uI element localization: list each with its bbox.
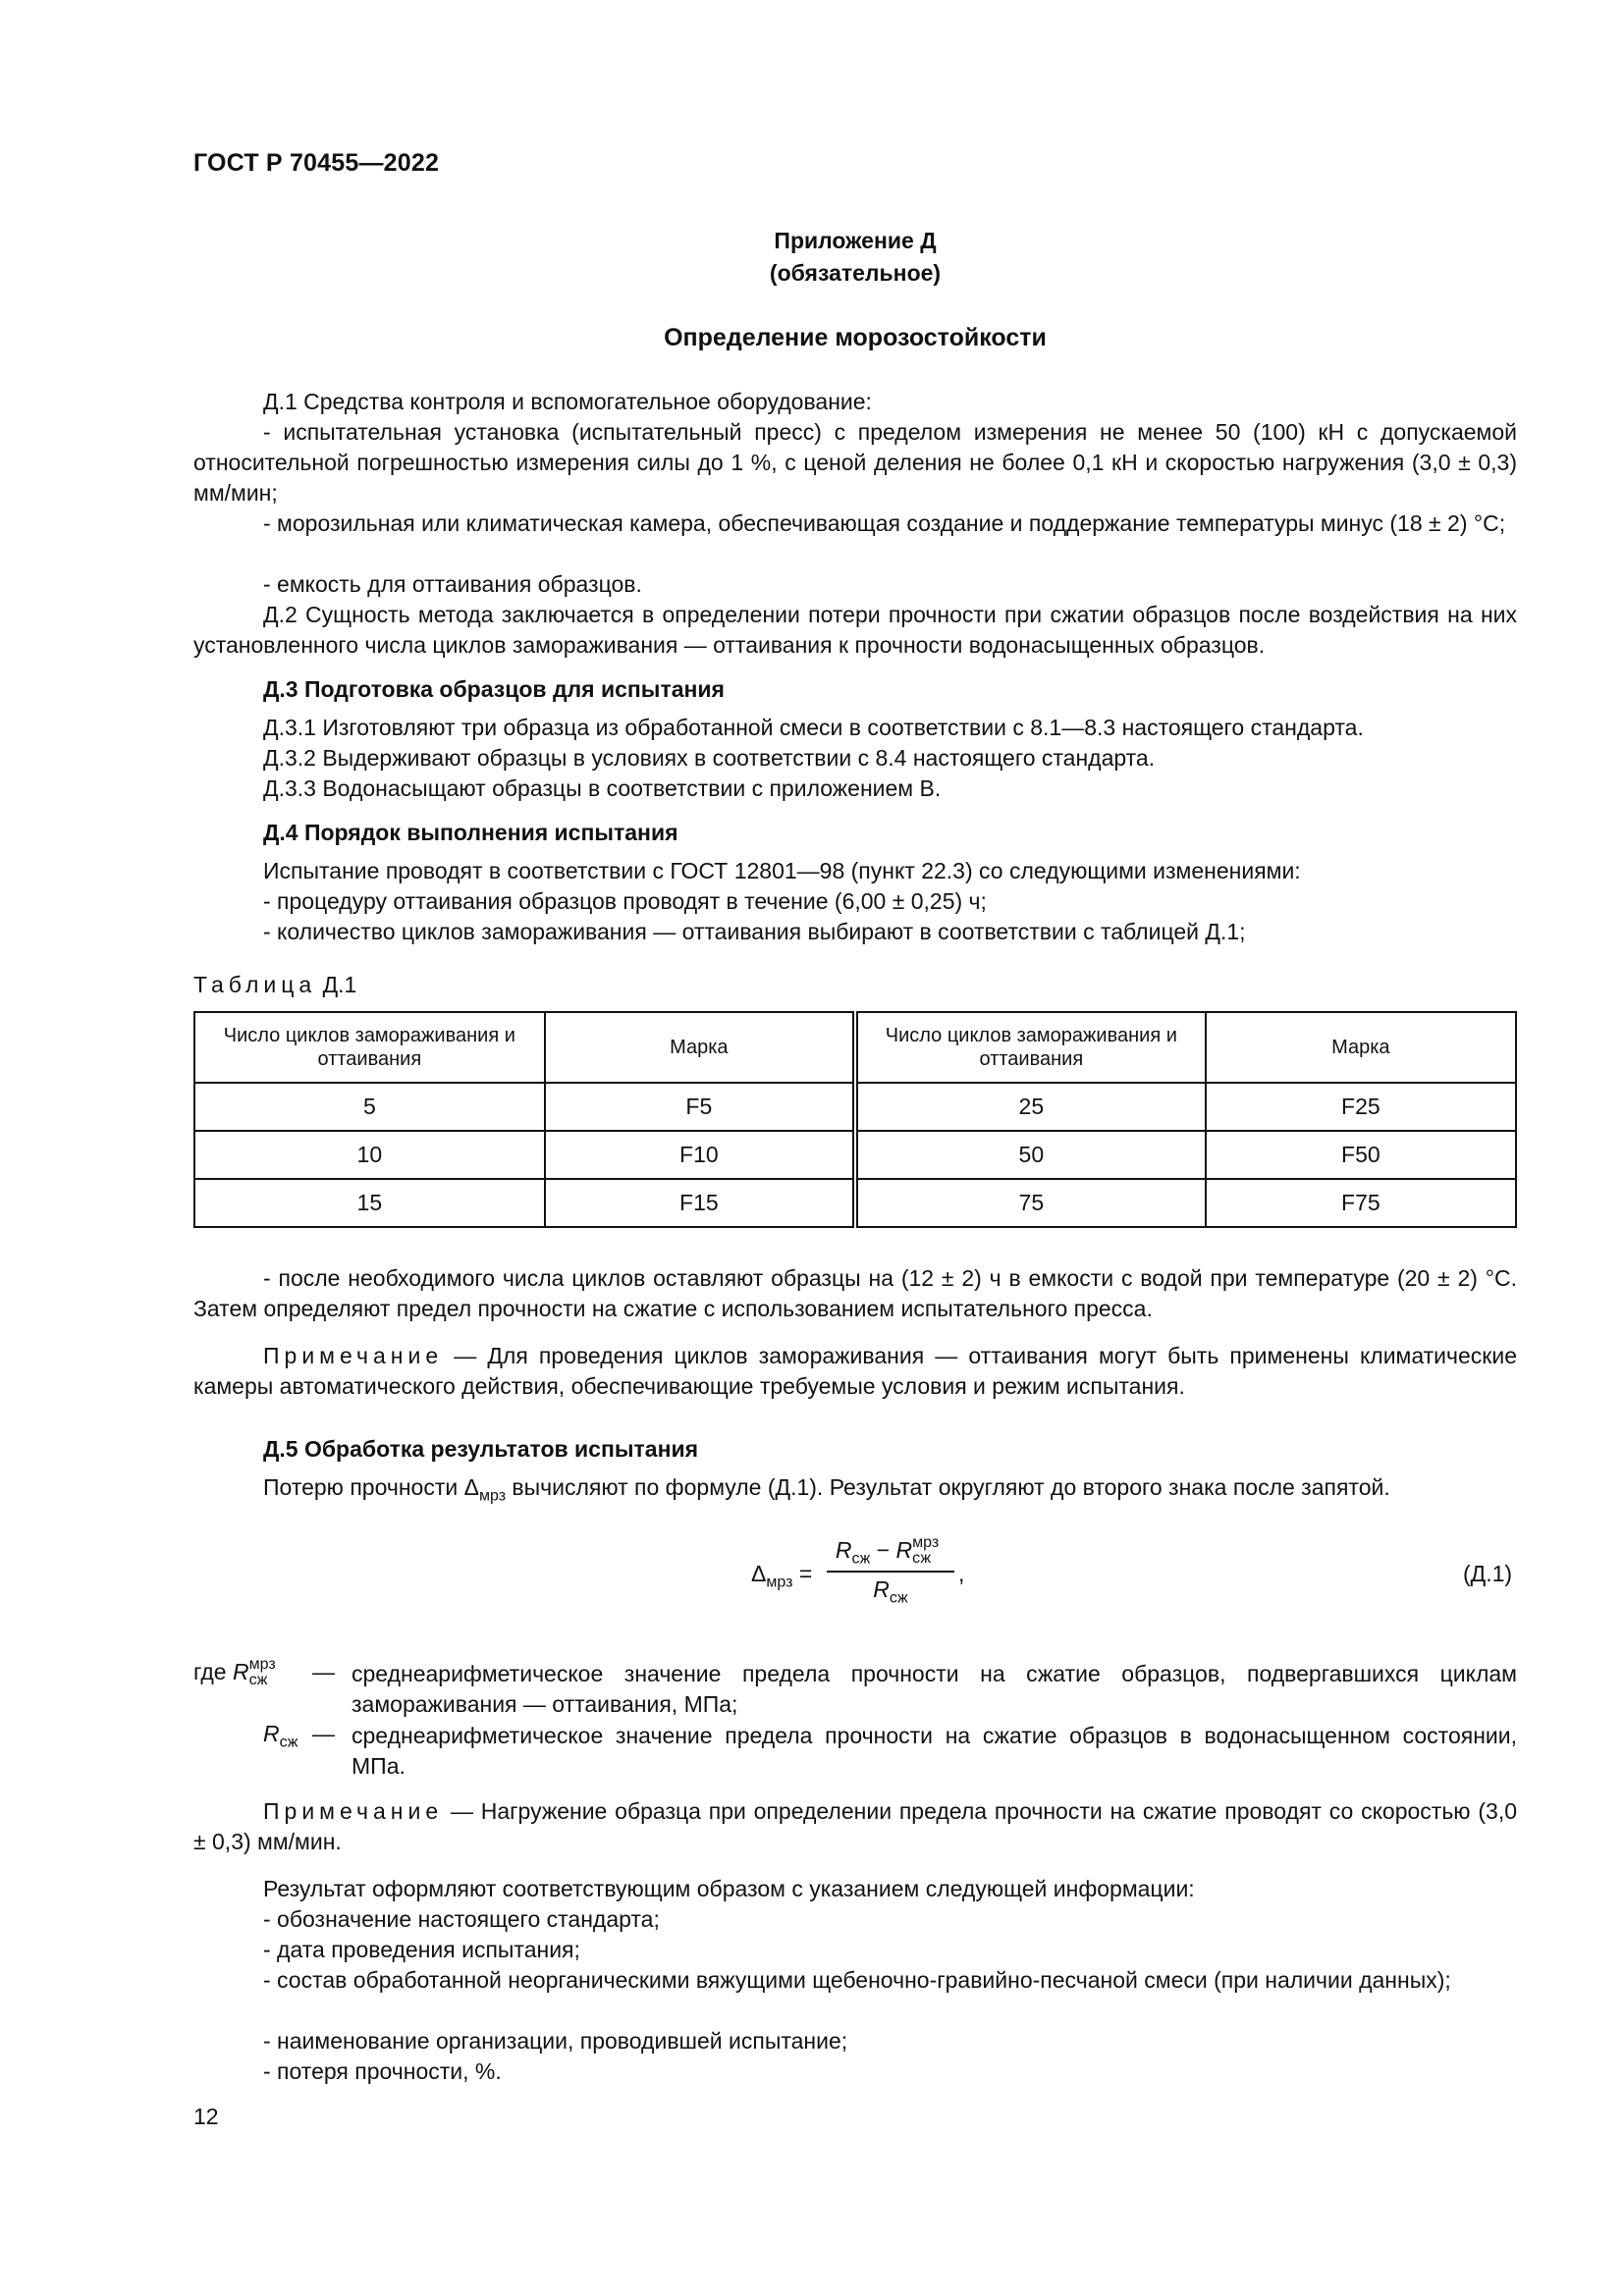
where-term-1 [193, 1656, 283, 1688]
d5-title: Д.5 Обработка результатов испытания [263, 1436, 699, 1462]
formula-r-subscript: сж [889, 1589, 908, 1607]
formula-r: R [263, 1721, 280, 1746]
table-header-cell: Марка [1206, 1012, 1516, 1083]
where-dash: — [312, 1659, 335, 1684]
d1-item2: - морозильная или климатическая камера, обеспечивающая создание и поддержание температуры минус (18 ± 2) °С; [263, 510, 1506, 536]
table-cell: 5 [194, 1083, 545, 1131]
formula-r: R [835, 1537, 852, 1563]
note-1 [193, 1341, 1517, 1402]
where-definition-2: среднеарифметическое значение предела прочности на сжатие образцов в водонасыщенном состоянии, МПа. [352, 1723, 1517, 1779]
table-caption-word: Таблица [193, 972, 317, 997]
table-cell: F15 [545, 1179, 855, 1227]
formula-minus: − [876, 1537, 891, 1563]
formula-r-subscript: сж [248, 1672, 268, 1688]
table-header-cell: Марка [545, 1012, 855, 1083]
where-word: где [193, 1659, 227, 1684]
where-term-2 [263, 1721, 298, 1752]
table-caption [193, 972, 356, 998]
table-row [194, 1179, 1516, 1227]
formula-r-subscript: сж [912, 1550, 932, 1567]
formula-lhs [751, 1561, 812, 1592]
d5-p1-start: Потерю прочности Δ [263, 1474, 479, 1500]
where-definition-1: среднеарифметическое значение предела прочности на сжатие образцов, подвергавшихся циклам замораживания — оттаивания, МПа; [352, 1661, 1517, 1717]
result-intro: Результат оформляют соответствующим образом с указанием следующей информации: [263, 1876, 1195, 1901]
formula-numerator [827, 1534, 954, 1569]
freeze-cycles-table [193, 1011, 1517, 1228]
formula-r-superscript: мрз [248, 1656, 276, 1673]
d1-title: Д.1 Средства контроля и вспомогательное оборудование: [263, 389, 872, 414]
table-cell: F50 [1206, 1131, 1516, 1179]
after-table-paragraph: - после необходимого числа циклов оставляют образцы на (12 ± 2) ч в емкости с водой при температуре (20 ± 2) °С. Затем определяют предел прочности на сжатие с использованием испытательного пресса. [193, 1265, 1517, 1321]
formula-r-superscript: мрз [912, 1534, 940, 1551]
table-cell: 10 [194, 1131, 545, 1179]
document-header: ГОСТ Р 70455—2022 [193, 149, 440, 177]
appendix-status: (обязательное) [769, 260, 942, 286]
result-item: - обозначение настоящего стандарта; [263, 1906, 660, 1932]
result-item: - дата проведения испытания; [263, 1937, 580, 1962]
appendix-title: Приложение Д [774, 228, 937, 253]
note-text: — Для проведения циклов замораживания — оттаивания могут быть применены климатические камеры автоматического действия, обеспечивающие требуемые условия и режим испытания. [193, 1343, 1517, 1399]
table-header-cell: Число циклов замораживания и оттаивания [194, 1012, 545, 1083]
page-number: 12 [193, 2104, 219, 2129]
formula-r: R [232, 1659, 249, 1684]
table-caption-number: Д.1 [322, 972, 357, 997]
d5-p1 [263, 1472, 1390, 1512]
formula-r-subscript: сж [279, 1734, 298, 1751]
formula-delta-subscript: мрз [766, 1574, 793, 1591]
formula-r-subscript: сж [851, 1550, 871, 1568]
table-row [194, 1131, 1516, 1179]
d5-p1-end: вычисляют по формуле (Д.1). Результат округляют до второго знака после запятой. [506, 1474, 1390, 1500]
formula-fraction-bar [827, 1571, 954, 1573]
note-label: Примечание [263, 1343, 444, 1368]
d3-3: Д.3.3 Водонасыщают образцы в соответствии с приложением В. [263, 775, 942, 801]
note-2 [193, 1796, 1517, 1857]
formula-comma: , [958, 1561, 965, 1586]
table-cell: 25 [855, 1083, 1206, 1131]
table-cell: F25 [1206, 1083, 1516, 1131]
formula-number: (Д.1) [1463, 1561, 1513, 1586]
table-cell: F75 [1206, 1179, 1516, 1227]
d4-p2: - процедуру оттаивания образцов проводят в течение (6,00 ± 0,25) ч; [263, 888, 987, 914]
formula-equals: = [798, 1561, 813, 1586]
formula-r: R [873, 1576, 890, 1602]
result-item: - состав обработанной неорганическими вяжущими щебеночно-гравийно-песчаной смеси (при наличии данных); [263, 1967, 1451, 1993]
table-row [194, 1083, 1516, 1131]
note-label: Примечание [263, 1798, 444, 1824]
formula-r: R [895, 1537, 913, 1563]
d5-p1-subscript: мрз [478, 1487, 507, 1505]
formula-delta: Δ [751, 1561, 767, 1586]
d1-item1: - испытательная установка (испытательный пресс) с пределом измерения не менее 50 (100) кН с допускаемой относительной погрешностью измерения силы до 1 %, с ценой деления не более 0,1 кН и скоростью нагружения (3,0 ± 0,3) мм/мин; [193, 419, 1517, 506]
table-cell: F5 [545, 1083, 855, 1131]
d2-paragraph: Д.2 Сущность метода заключается в определении потери прочности при сжатии образцов после воздействия на них установленного числа циклов замораживания — оттаивания к прочности водонасыщенных образцов. [193, 602, 1517, 658]
d4-p1: Испытание проводят в соответствии с ГОСТ 12801—98 (пункт 22.3) со следующими изменениями: [263, 858, 1301, 883]
d3-2: Д.3.2 Выдерживают образцы в условиях в соответствии с 8.4 настоящего стандарта. [263, 745, 1156, 771]
d4-title: Д.4 Порядок выполнения испытания [263, 820, 678, 845]
d3-1: Д.3.1 Изготовляют три образца из обработанной смеси в соответствии с 8.1—8.3 настоящего стандарта. [263, 715, 1364, 740]
table-cell: 50 [855, 1131, 1206, 1179]
note-text: — Нагружение образца при определении предела прочности на сжатие проводят со скоростью (3,0 ± 0,3) мм/мин. [193, 1798, 1517, 1854]
d3-title: Д.3 Подготовка образцов для испытания [263, 676, 725, 702]
formula-denominator [827, 1576, 954, 1608]
result-item: - потеря прочности, %. [263, 2058, 502, 2084]
d4-p3: - количество циклов замораживания — оттаивания выбирают в соответствии с таблицей Д.1; [263, 919, 1246, 944]
table-cell: 15 [194, 1179, 545, 1227]
d1-item3: - емкость для оттаивания образцов. [263, 571, 642, 597]
appendix-heading: Определение морозостойкости [664, 324, 1047, 351]
table-header-row [194, 1012, 1516, 1083]
table-header-cell: Число циклов замораживания и оттаивания [855, 1012, 1206, 1083]
table-cell: F10 [545, 1131, 855, 1179]
where-dash: — [312, 1721, 335, 1746]
result-item: - наименование организации, проводившей испытание; [263, 2028, 848, 2054]
table-cell: 75 [855, 1179, 1206, 1227]
